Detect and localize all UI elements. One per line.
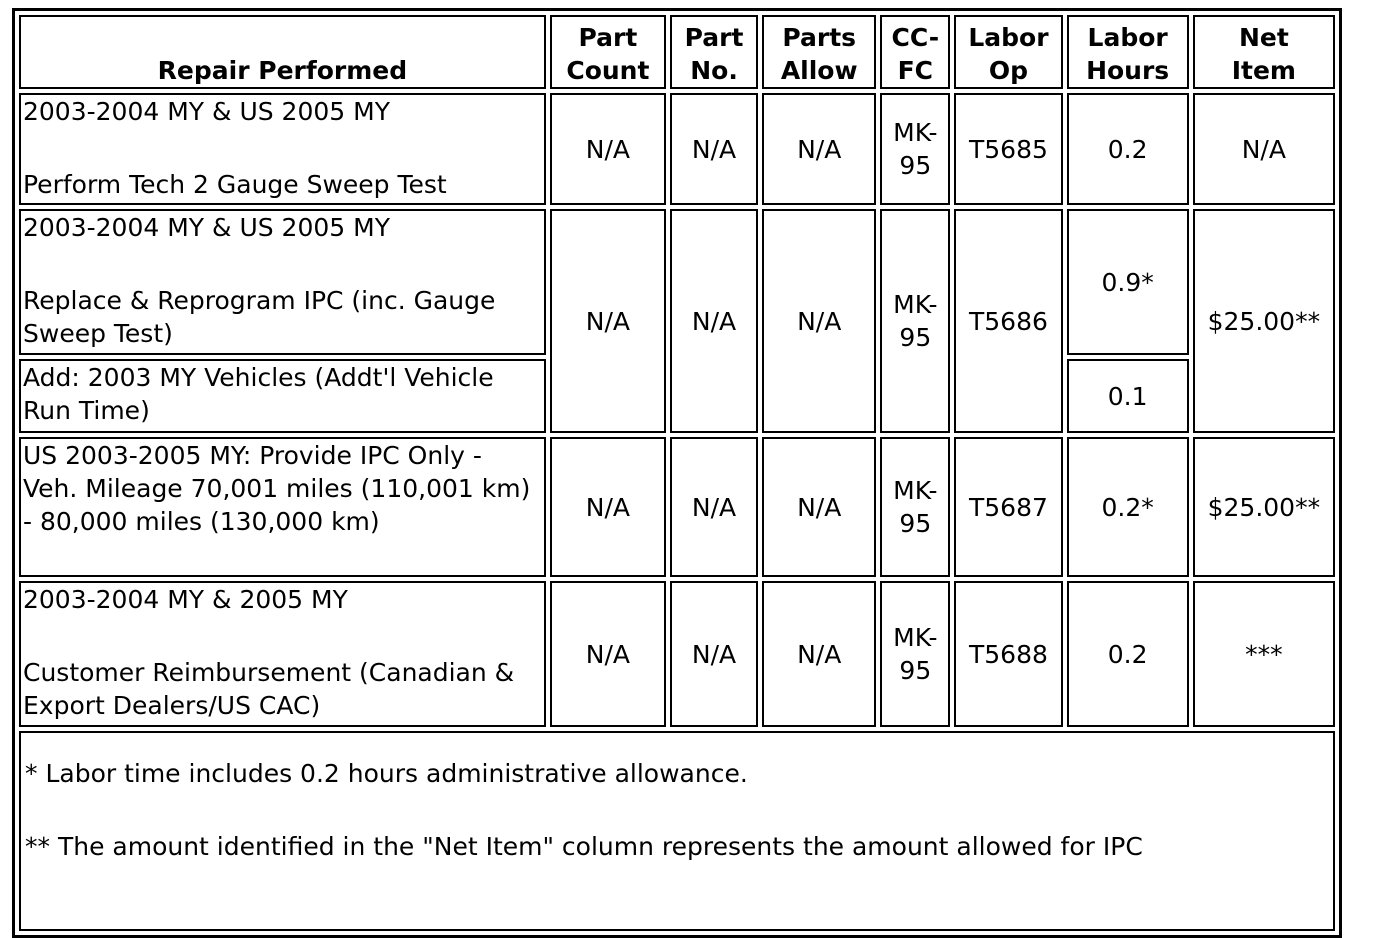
labor-op-cell: T5687 [954,437,1062,577]
header-parts-allow: Parts Allow [762,15,876,89]
repair-performed-cell: US 2003-2005 MY: Provide IPC Only - Veh. Mileage 70,001 miles (110,001 km) - 80,000 miles (130,000 km) [19,437,546,577]
net-item-cell: $25.00** [1193,437,1335,577]
part-no-cell: N/A [670,581,758,727]
labor-hours-cell: 0.2 [1067,581,1189,727]
table-row [19,437,1335,577]
header-labor-hours: Labor Hours [1067,15,1189,89]
labor-hours-cell: 0.2 [1067,93,1189,205]
header-cc-fc: CC- FC [880,15,950,89]
note-labor-time: * Labor time includes 0.2 hours administrative allowance. [25,759,748,788]
labor-operations-table [12,8,1342,938]
header-repair-performed: Repair Performed [19,15,546,89]
labor-hours-cell: 0.2* [1067,437,1189,577]
parts-allow-cell: N/A [762,581,876,727]
repair-performed-cell: 2003-2004 MY & 2005 MY Customer Reimbursement (Canadian & Export Dealers/US CAC) [19,581,546,727]
parts-allow-cell: N/A [762,93,876,205]
table-row [19,581,1335,727]
note-net-item: ** The amount identified in the "Net Item" column represents the amount allowed for IPC [25,832,1143,861]
repair-performed-cell: 2003-2004 MY & US 2005 MY Perform Tech 2 Gauge Sweep Test [19,93,546,205]
table-row [19,209,1335,355]
labor-op-cell: T5686 [954,209,1062,433]
net-item-cell: $25.00** [1193,209,1335,433]
labor-op-cell: T5685 [954,93,1062,205]
header-row [19,15,1335,89]
table-row [19,93,1335,205]
part-no-cell: N/A [670,209,758,433]
cc-fc-cell: MK- 95 [880,581,950,727]
header-labor-op: Labor Op [954,15,1062,89]
part-no-cell: N/A [670,93,758,205]
notes-cell [19,731,1335,931]
repair-performed-subcell: Add: 2003 MY Vehicles (Addt'l Vehicle Run Time) [19,359,546,433]
part-count-cell: N/A [550,209,666,433]
net-item-cell: N/A [1193,93,1335,205]
notes-row [19,731,1335,931]
net-item-cell: *** [1193,581,1335,727]
repair-performed-cell: 2003-2004 MY & US 2005 MY Replace & Reprogram IPC (inc. Gauge Sweep Test) [19,209,546,355]
header-part-no: Part No. [670,15,758,89]
cc-fc-cell: MK- 95 [880,209,950,433]
labor-hours-subcell: 0.1 [1067,359,1189,433]
header-net-item: Net Item [1193,15,1335,89]
parts-allow-cell: N/A [762,437,876,577]
part-count-cell: N/A [550,93,666,205]
cc-fc-cell: MK- 95 [880,93,950,205]
part-count-cell: N/A [550,437,666,577]
part-no-cell: N/A [670,437,758,577]
cc-fc-cell: MK- 95 [880,437,950,577]
part-count-cell: N/A [550,581,666,727]
labor-hours-cell: 0.9* [1067,209,1189,355]
parts-allow-cell: N/A [762,209,876,433]
labor-op-cell: T5688 [954,581,1062,727]
header-part-count: Part Count [550,15,666,89]
